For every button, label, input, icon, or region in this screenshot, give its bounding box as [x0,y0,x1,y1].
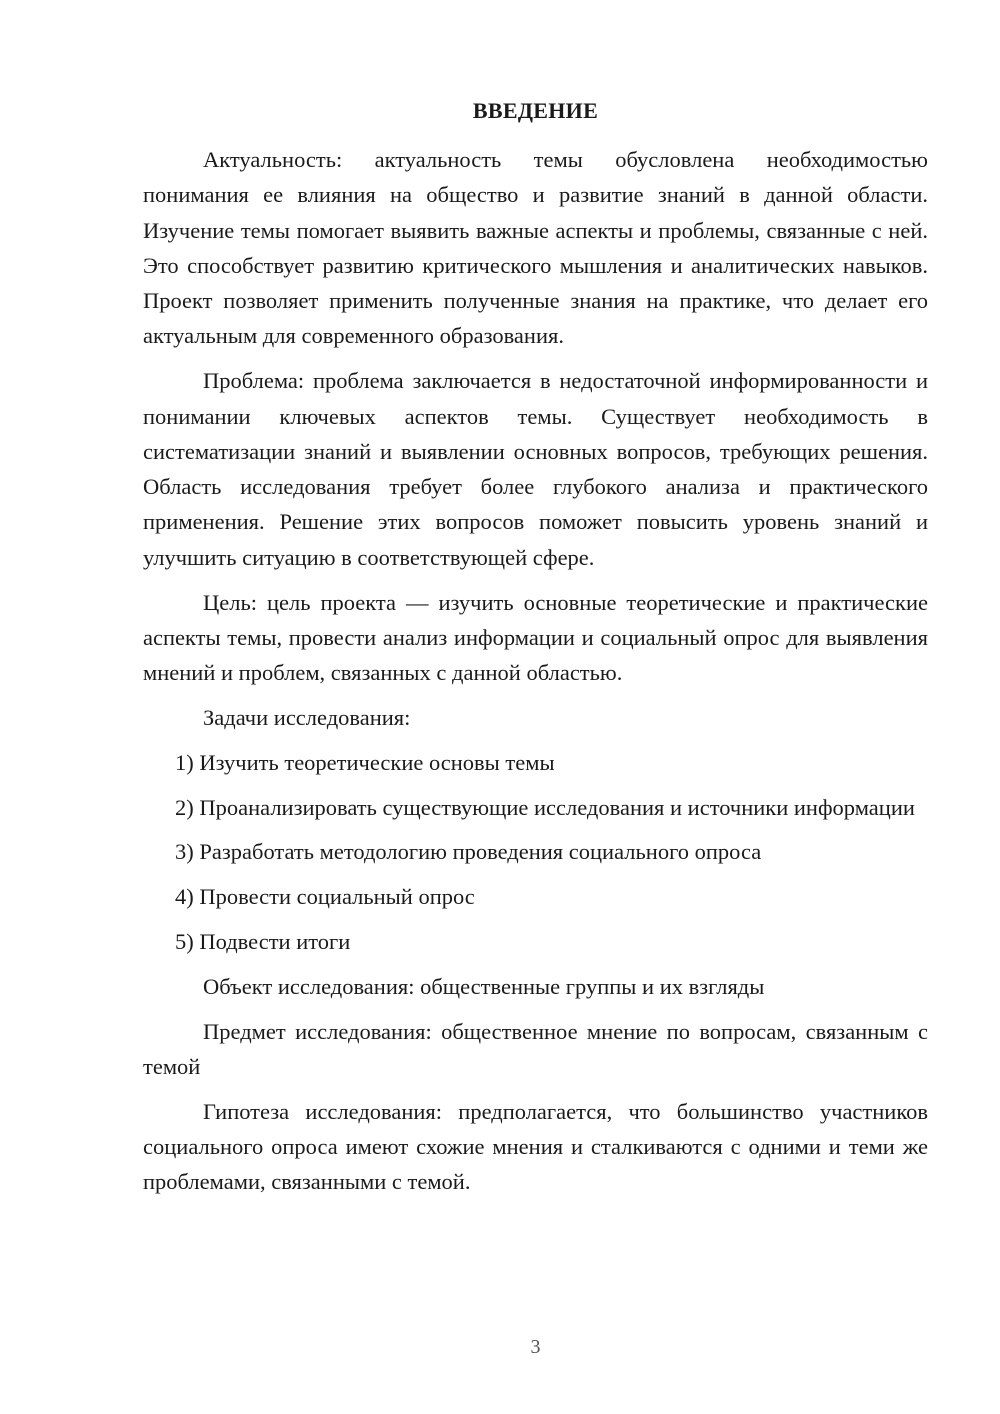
tasks-heading: Задачи исследования: [203,704,411,730]
relevance-paragraph: Актуальность: актуальность темы обусловлена необходимостью понимания ее влияния на общество и развитие знаний в данной области. Изучение темы помогает выявить важные аспекты и проблемы, связанные с ней. Это способствует развитию критического мышления и аналитических навыков. Проект позволяет применить полученные знания на практике, что делает его актуальным для современного образования. [143,147,928,349]
task-item-4: 4) Провести социальный опрос [175,884,475,910]
task-item-3: 3) Разработать методологию проведения социального опроса [175,839,762,865]
task-item-5: 5) Подвести итоги [175,928,351,954]
problem-paragraph: Проблема: проблема заключается в недостаточной информированности и понимании ключевых аспектов темы. Существует необходимость в систематизации знаний и выявлении основных вопросов, требующих решения. Область исследования требует более глубокого анализа и практического применения. Решение этих вопросов поможет повысить уровень знаний и улучшить ситуацию в соответствующей сфере. [143,368,928,570]
section-heading: ВВЕДЕНИЕ [472,98,599,123]
task-item-1: 1) Изучить теоретические основы темы [175,749,555,775]
hypothesis-paragraph: Гипотеза исследования: предполагается, что большинство участников социального опроса имеют схожие мнения и сталкиваются с одними и теми же проблемами, связанными с темой. [143,1098,928,1195]
page-number: 3 [530,1336,541,1358]
object-paragraph: Объект исследования: общественные группы и их взгляды [203,973,765,999]
task-item-2: 2) Проанализировать существующие исследования и источники информации [175,794,915,820]
document-body [143,142,928,1209]
subject-paragraph: Предмет исследования: общественное мнение по вопросам, связанным с темой [143,1018,928,1079]
goal-paragraph: Цель: цель проекта — изучить основные теоретические и практические аспекты темы, провести анализ информации и социальный опрос для выявления мнений и проблем, связанных с данной областью. [143,589,928,686]
